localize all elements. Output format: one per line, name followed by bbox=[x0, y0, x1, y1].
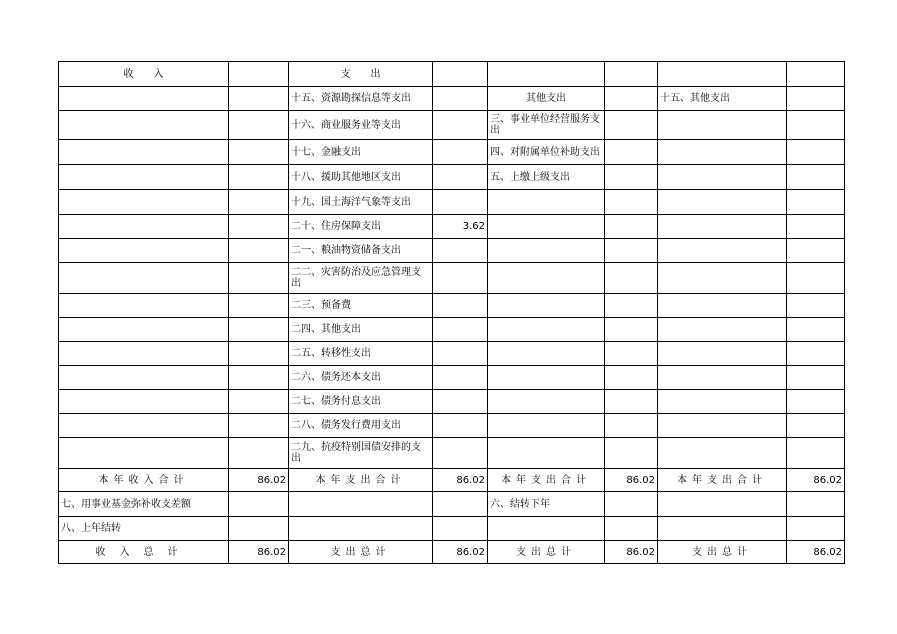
income-cell bbox=[59, 438, 229, 469]
other2-item-label bbox=[658, 438, 787, 469]
expense-item-amount: 3.62 bbox=[433, 215, 488, 239]
other-item-label bbox=[488, 239, 605, 263]
income-cell bbox=[59, 165, 229, 190]
income-amount-cell bbox=[229, 414, 289, 438]
grand-expense-total-label-2: 支出总计 bbox=[488, 541, 605, 564]
other2-item-label bbox=[658, 190, 787, 215]
income-cell bbox=[59, 140, 229, 165]
expense-item-amount bbox=[433, 438, 488, 469]
income-amount-cell bbox=[229, 390, 289, 414]
income-amount-cell bbox=[229, 165, 289, 190]
other-item-amount bbox=[605, 140, 658, 165]
other-item-amount bbox=[605, 390, 658, 414]
other2-item-label bbox=[658, 390, 787, 414]
other-item-amount bbox=[605, 366, 658, 390]
other2-item-amount bbox=[787, 215, 845, 239]
other-item-label bbox=[488, 390, 605, 414]
expense-item-label: 二二、灾害防治及应急管理支出 bbox=[289, 263, 433, 294]
header-row bbox=[59, 62, 845, 87]
other-item-label bbox=[488, 438, 605, 469]
expense-amount-header bbox=[433, 62, 488, 87]
table-row bbox=[59, 294, 845, 318]
other2-item-label: 十五、其他支出 bbox=[658, 87, 787, 111]
year-expense-total-value-3: 86.02 bbox=[787, 469, 845, 492]
other2-amount-header bbox=[787, 62, 845, 87]
income-cell bbox=[59, 342, 229, 366]
income-cell bbox=[59, 190, 229, 215]
income-amount-cell bbox=[229, 239, 289, 263]
other-item-label: 五、上缴上级支出 bbox=[488, 165, 605, 190]
table-row bbox=[59, 438, 845, 469]
other2-item-label bbox=[658, 414, 787, 438]
income-cell bbox=[59, 263, 229, 294]
other2-item-amount bbox=[787, 414, 845, 438]
carry-forward-label: 六、结转下年 bbox=[488, 492, 605, 517]
budget-table bbox=[58, 61, 845, 564]
income-cell bbox=[59, 215, 229, 239]
income-amount-cell bbox=[229, 215, 289, 239]
table-row bbox=[59, 390, 845, 414]
expense-item-amount bbox=[433, 140, 488, 165]
other-item-label: 其他支出 bbox=[488, 87, 605, 111]
expense-item-label: 十八、援助其他地区支出 bbox=[289, 165, 433, 190]
expense-item-label: 二四、其他支出 bbox=[289, 318, 433, 342]
expense-item-label: 二五、转移性支出 bbox=[289, 342, 433, 366]
year-expense-total-label-3: 本年支出合计 bbox=[658, 469, 787, 492]
other2-item-amount bbox=[787, 111, 845, 140]
carryover-income-label: 八、上年结转 bbox=[59, 517, 229, 541]
grand-total-row bbox=[59, 541, 845, 564]
other-item-amount bbox=[605, 87, 658, 111]
income-cell bbox=[59, 87, 229, 111]
supplement-income-label: 七、用事业基金弥补收支差额 bbox=[59, 492, 229, 517]
other2-item-label bbox=[658, 215, 787, 239]
other-header bbox=[488, 62, 605, 87]
expense-item-amount bbox=[433, 366, 488, 390]
expense-item-amount bbox=[433, 414, 488, 438]
other-item-label bbox=[488, 215, 605, 239]
other-item-amount bbox=[605, 263, 658, 294]
income-cell bbox=[59, 111, 229, 140]
expense-item-label: 二六、债务还本支出 bbox=[289, 366, 433, 390]
grand-expense-total-label-3: 支出总计 bbox=[658, 541, 787, 564]
other2-item-amount bbox=[787, 318, 845, 342]
income-cell bbox=[59, 414, 229, 438]
expense-item-label: 二九、抗疫特别国债安排的支出 bbox=[289, 438, 433, 469]
expense-item-amount bbox=[433, 342, 488, 366]
other-item-amount bbox=[605, 414, 658, 438]
income-amount-cell bbox=[229, 366, 289, 390]
table-row bbox=[59, 111, 845, 140]
income-amount-cell bbox=[229, 318, 289, 342]
other2-item-amount bbox=[787, 390, 845, 414]
table-row bbox=[59, 414, 845, 438]
table-row bbox=[59, 190, 845, 215]
other-item-label bbox=[488, 366, 605, 390]
income-amount-cell bbox=[229, 190, 289, 215]
other-item-amount bbox=[605, 342, 658, 366]
income-amount-cell bbox=[229, 140, 289, 165]
income-cell bbox=[59, 318, 229, 342]
year-expense-total-value-2: 86.02 bbox=[605, 469, 658, 492]
other-amount-header bbox=[605, 62, 658, 87]
table-row bbox=[59, 140, 845, 165]
other-item-label bbox=[488, 414, 605, 438]
table-row bbox=[59, 215, 845, 239]
other-item-amount bbox=[605, 165, 658, 190]
other-item-amount bbox=[605, 215, 658, 239]
expense-item-label: 二十、住房保障支出 bbox=[289, 215, 433, 239]
expense-item-label: 二一、粮油物资储备支出 bbox=[289, 239, 433, 263]
other2-item-label bbox=[658, 140, 787, 165]
other-item-label bbox=[488, 342, 605, 366]
other2-item-amount bbox=[787, 165, 845, 190]
year-expense-total-value: 86.02 bbox=[433, 469, 488, 492]
other2-header bbox=[658, 62, 787, 87]
income-amount-cell bbox=[229, 342, 289, 366]
other2-item-label bbox=[658, 165, 787, 190]
expense-item-amount bbox=[433, 294, 488, 318]
other-item-label: 四、对附属单位补助支出 bbox=[488, 140, 605, 165]
year-income-total-value: 86.02 bbox=[229, 469, 289, 492]
table-row bbox=[59, 87, 845, 111]
other2-item-amount bbox=[787, 263, 845, 294]
other-item-label bbox=[488, 318, 605, 342]
year-expense-total-label-2: 本年支出合计 bbox=[488, 469, 605, 492]
expense-item-label: 十九、国土海洋气象等支出 bbox=[289, 190, 433, 215]
other2-item-amount bbox=[787, 342, 845, 366]
income-cell bbox=[59, 294, 229, 318]
expense-item-label: 二八、债务发行费用支出 bbox=[289, 414, 433, 438]
table-row bbox=[59, 318, 845, 342]
other2-item-amount bbox=[787, 366, 845, 390]
expense-header: 支 出 bbox=[289, 62, 433, 87]
expense-item-label: 二三、预备费 bbox=[289, 294, 433, 318]
other-item-label bbox=[488, 294, 605, 318]
income-amount-cell bbox=[229, 438, 289, 469]
expense-item-amount bbox=[433, 390, 488, 414]
grand-income-total-value: 86.02 bbox=[229, 541, 289, 564]
other-item-amount bbox=[605, 111, 658, 140]
expense-item-label: 十七、金融支出 bbox=[289, 140, 433, 165]
other-item-label bbox=[488, 263, 605, 294]
other2-item-amount bbox=[787, 294, 845, 318]
carryover-row bbox=[59, 517, 845, 541]
table-row bbox=[59, 366, 845, 390]
other2-item-amount bbox=[787, 438, 845, 469]
other2-item-label bbox=[658, 366, 787, 390]
table-row bbox=[59, 263, 845, 294]
other-item-amount bbox=[605, 190, 658, 215]
other-item-amount bbox=[605, 239, 658, 263]
expense-item-label: 十五、资源勘探信息等支出 bbox=[289, 87, 433, 111]
expense-item-amount bbox=[433, 239, 488, 263]
other2-item-label bbox=[658, 263, 787, 294]
income-amount-cell bbox=[229, 263, 289, 294]
year-income-total-label: 本年收入合计 bbox=[59, 469, 229, 492]
expense-item-amount bbox=[433, 111, 488, 140]
table-row bbox=[59, 239, 845, 263]
income-amount-cell bbox=[229, 111, 289, 140]
other2-item-amount bbox=[787, 87, 845, 111]
expense-item-label: 二七、债务付息支出 bbox=[289, 390, 433, 414]
other-item-label: 三、事业单位经营服务支出 bbox=[488, 111, 605, 140]
other2-item-amount bbox=[787, 190, 845, 215]
other-item-amount bbox=[605, 438, 658, 469]
income-amount-header bbox=[229, 62, 289, 87]
other2-item-amount bbox=[787, 239, 845, 263]
year-expense-total-label: 本年支出合计 bbox=[289, 469, 433, 492]
expense-item-label: 十六、商业服务业等支出 bbox=[289, 111, 433, 140]
other2-item-label bbox=[658, 294, 787, 318]
other2-item-label bbox=[658, 239, 787, 263]
expense-item-amount bbox=[433, 190, 488, 215]
other-item-amount bbox=[605, 294, 658, 318]
grand-income-total-label: 收入总计 bbox=[59, 541, 229, 564]
grand-expense-total-label: 支出总计 bbox=[289, 541, 433, 564]
year-total-row bbox=[59, 469, 845, 492]
expense-item-amount bbox=[433, 263, 488, 294]
other2-item-label bbox=[658, 318, 787, 342]
supplement-row bbox=[59, 492, 845, 517]
table-row bbox=[59, 165, 845, 190]
expense-item-amount bbox=[433, 165, 488, 190]
other-item-label bbox=[488, 190, 605, 215]
income-cell bbox=[59, 390, 229, 414]
income-amount-cell bbox=[229, 294, 289, 318]
income-amount-cell bbox=[229, 87, 289, 111]
grand-expense-total-value: 86.02 bbox=[433, 541, 488, 564]
other2-item-amount bbox=[787, 140, 845, 165]
income-cell bbox=[59, 366, 229, 390]
expense-item-amount bbox=[433, 318, 488, 342]
grand-expense-total-value-2: 86.02 bbox=[605, 541, 658, 564]
table-row bbox=[59, 342, 845, 366]
other2-item-label bbox=[658, 342, 787, 366]
expense-item-amount bbox=[433, 87, 488, 111]
income-cell bbox=[59, 239, 229, 263]
grand-expense-total-value-3: 86.02 bbox=[787, 541, 845, 564]
income-header: 收 入 bbox=[59, 62, 229, 87]
other2-item-label bbox=[658, 111, 787, 140]
other-item-amount bbox=[605, 318, 658, 342]
